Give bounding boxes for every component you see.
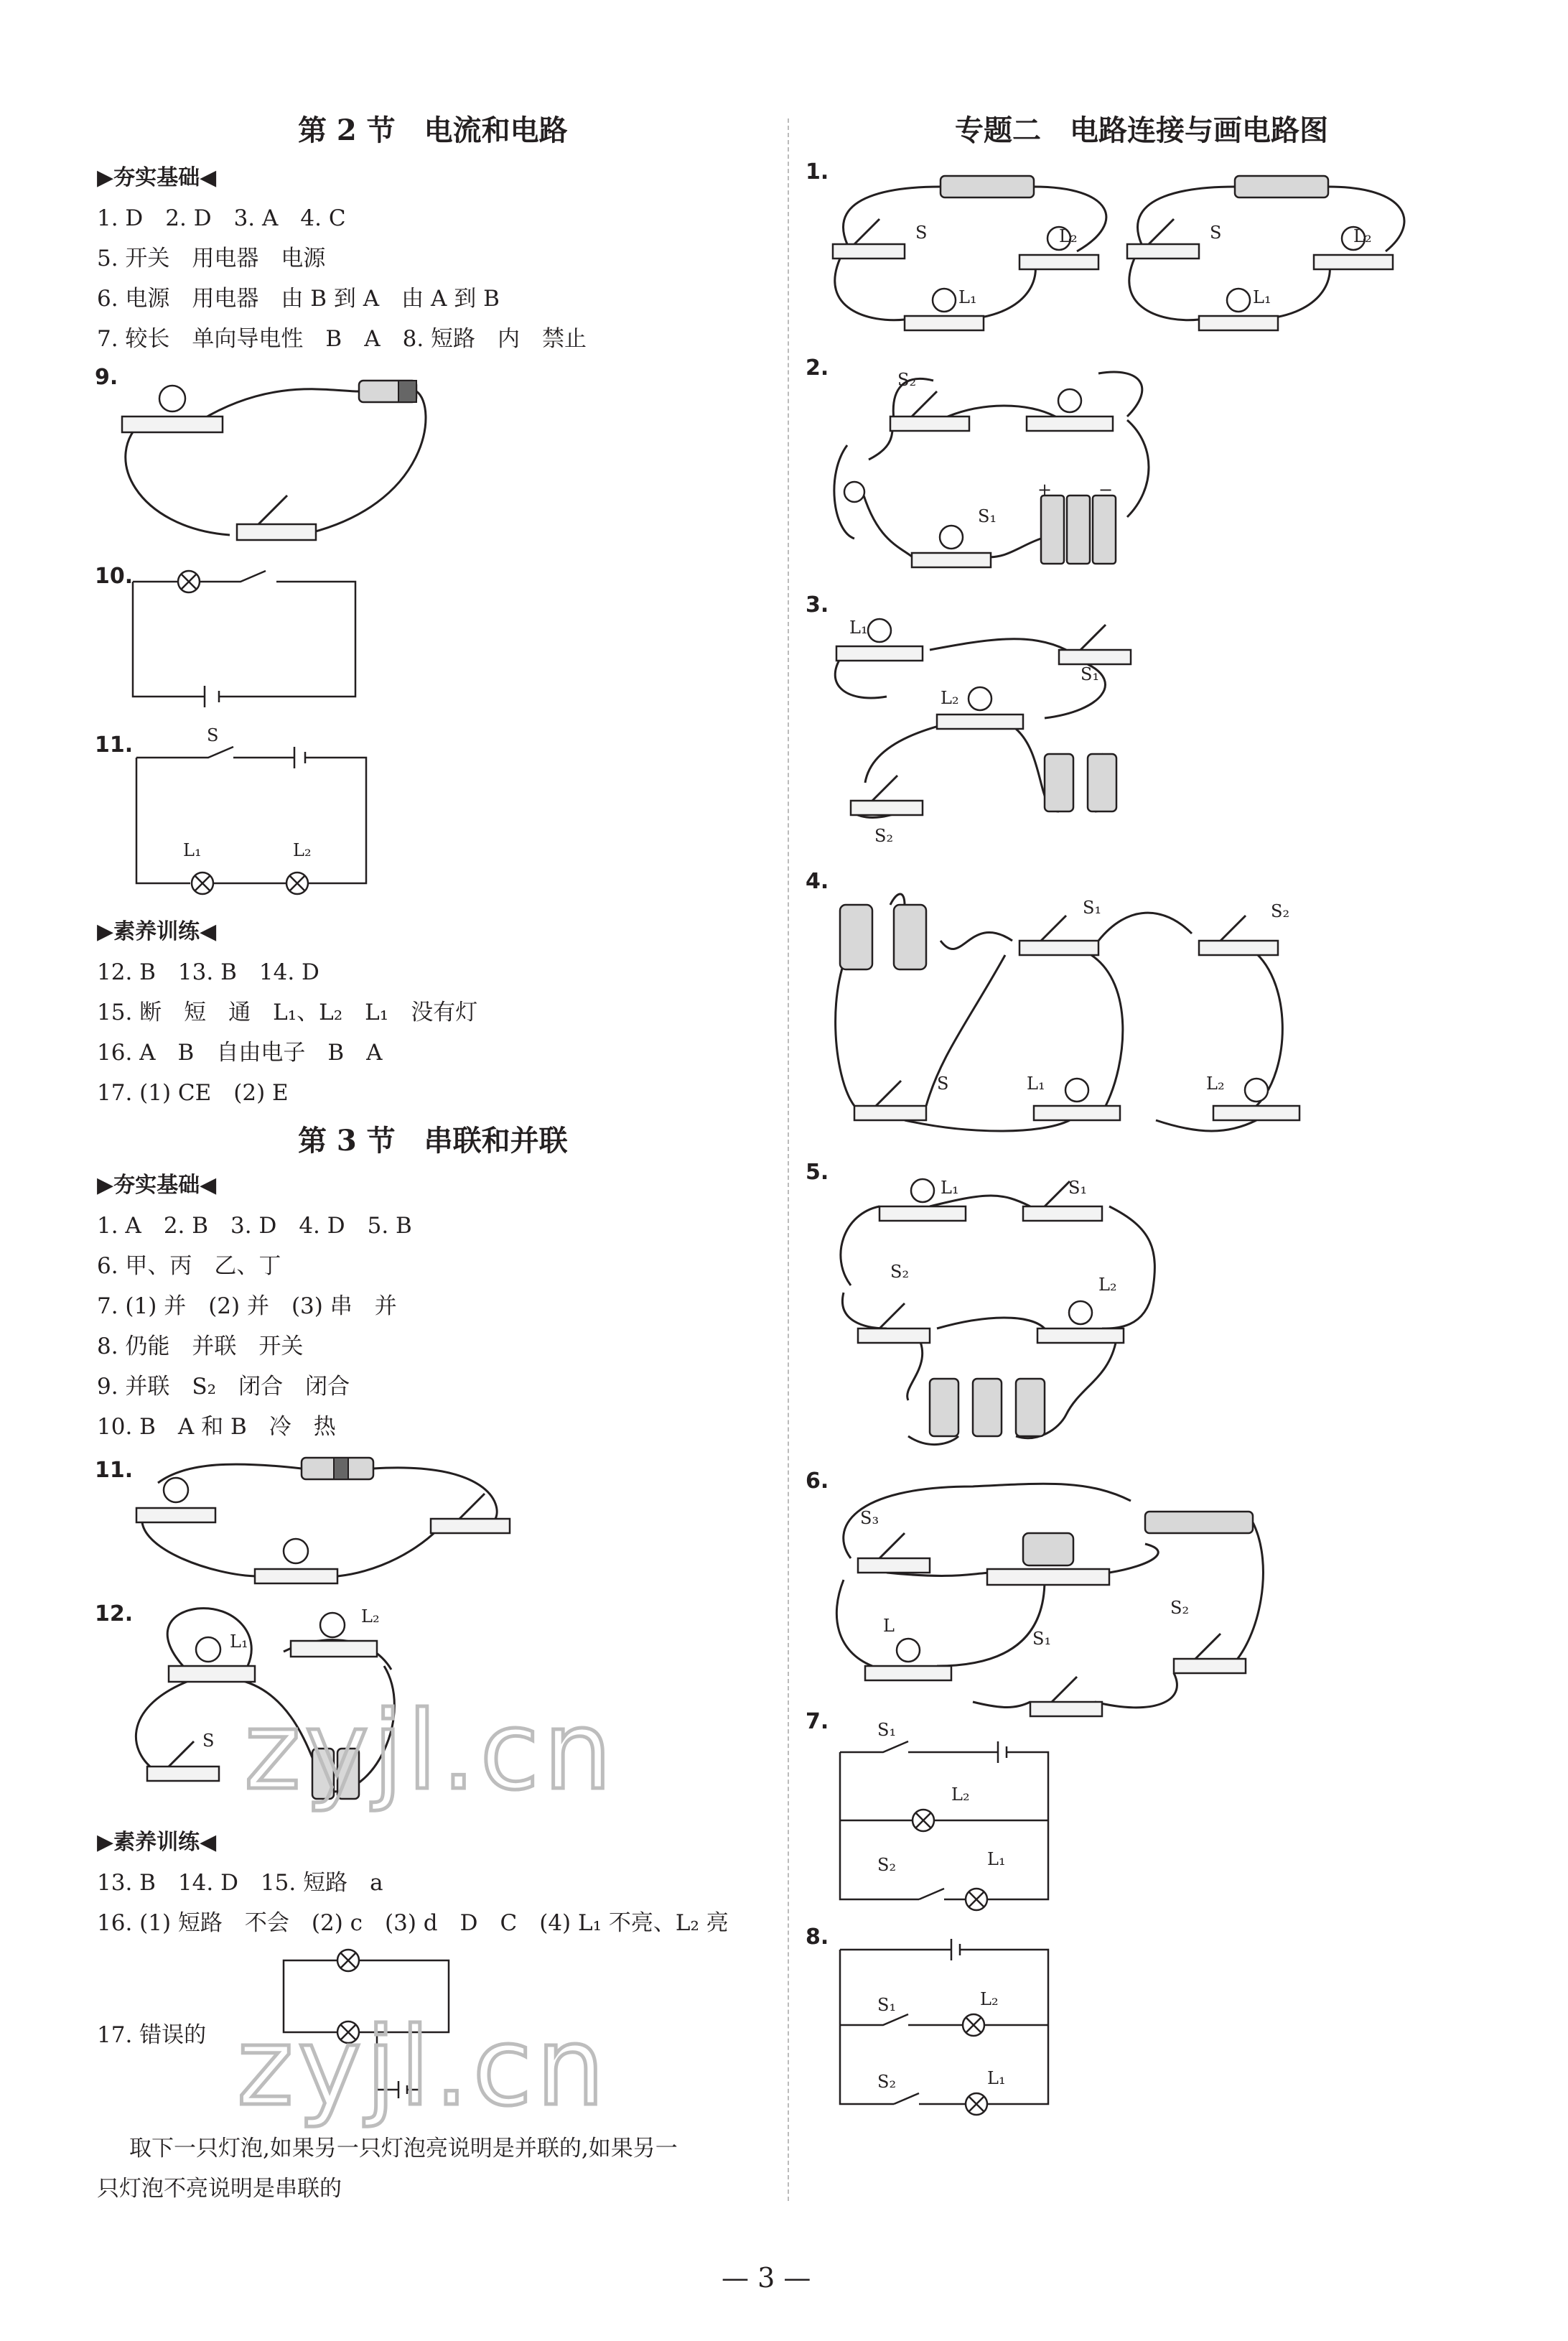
right-q4-number: 4. [806, 869, 829, 894]
right-q2-label-s1: S₁ [978, 506, 997, 526]
s3-answer-line-6: 6. 甲、丙 乙、丁 [97, 1253, 281, 1279]
right-q1b-label-l1: L₁ [1253, 287, 1271, 307]
q11-label-l2: L₂ [293, 840, 312, 860]
right-q4-label-s2: S₂ [1271, 901, 1290, 921]
right-q4-label-s: S [937, 1074, 949, 1094]
right-q1-number: 1. [806, 159, 829, 185]
right-q3-label-l2: L₂ [941, 688, 959, 708]
s3-conclusion-line-2: 只灯泡不亮说明是串联的 [97, 2176, 342, 2202]
right-q2-label-s2: S₂ [897, 370, 917, 390]
right-q1a-label-s: S [915, 223, 928, 243]
answer-line-16: 16. A B 自由电子 B A [97, 1040, 383, 1066]
right-q8-label-s1: S₁ [877, 1995, 897, 2015]
page-number: — 3 — [722, 2262, 811, 2294]
question-11-number: 11. [95, 732, 134, 758]
right-q3-number: 3. [806, 592, 829, 618]
answer-line-1-4: 1. D 2. D 3. A 4. C [97, 205, 346, 231]
right-q6-label-s2: S₂ [1170, 1598, 1190, 1618]
s3-answer-line-1-5: 1. A 2. B 3. D 4. D 5. B [97, 1213, 412, 1239]
right-q4-label-l1: L₁ [1027, 1074, 1045, 1094]
q11-label-s: S [207, 725, 219, 745]
right-q5-label-s1: S₁ [1068, 1178, 1088, 1198]
right-q1b-label-s: S [1210, 223, 1222, 243]
s3-answer-line-8: 8. 仍能 并联 开关 [97, 1334, 304, 1359]
section-2-basic-header: ▶夯实基础◀ [97, 165, 217, 190]
s3-question-12-number: 12. [95, 1601, 134, 1626]
right-q3-label-l1: L₁ [849, 618, 868, 638]
right-q8-label-l2: L₂ [980, 1989, 999, 2009]
right-q8-label-l1: L₁ [987, 2068, 1006, 2088]
answer-line-7-8: 7. 较长 单向导电性 B A 8. 短路 内 禁止 [97, 326, 587, 352]
right-q7-label-s1: S₁ [877, 1720, 897, 1740]
s3-q12-label-l1: L₁ [230, 1632, 248, 1652]
s3-answer-line-7: 7. (1) 并 (2) 并 (3) 串 并 [97, 1293, 397, 1319]
section-3-title: 第 3 节 串联和并联 [298, 1124, 568, 1158]
section-2-title: 第 2 节 电流和电路 [298, 113, 568, 147]
section-3-training-header: ▶素养训练◀ [97, 1830, 217, 1855]
right-q5-label-l2: L₂ [1098, 1275, 1117, 1295]
s3-answer-line-10: 10. B A 和 B 冷 热 [97, 1414, 336, 1440]
s3-q12-label-l2: L₂ [361, 1606, 380, 1626]
answer-line-12-14: 12. B 13. B 14. D [97, 959, 319, 985]
question-9-number: 9. [95, 365, 118, 390]
right-q4-label-l2: L₂ [1206, 1074, 1225, 1094]
right-q6-label-s3: S₃ [860, 1508, 879, 1528]
right-q6-label-l: L [883, 1616, 895, 1636]
right-q7-number: 7. [806, 1709, 829, 1734]
right-q4-label-s1: S₁ [1083, 898, 1102, 918]
q11-label-l1: L₁ [183, 840, 202, 860]
s3-q12-label-s: S [202, 1731, 215, 1751]
s3-answer-line-13-15: 13. B 14. D 15. 短路 a [97, 1870, 383, 1896]
s3-conclusion-line-1: 取下一只灯泡,如果另一只灯泡亮说明是并联的,如果另一 [129, 2136, 678, 2161]
right-q6-label-s1: S₁ [1032, 1629, 1052, 1649]
s3-answer-line-16: 16. (1) 短路 不会 (2) c (3) d D C (4) L₁ 不亮、L₂ 亮 [97, 1910, 729, 1936]
right-q5-label-s2: S₂ [890, 1262, 910, 1282]
right-q2-label-minus: − [1098, 480, 1114, 500]
right-q8-label-s2: S₂ [877, 2072, 897, 2092]
topic-2-title: 专题二 电路连接与画电路图 [955, 113, 1328, 147]
right-q2-label-plus: + [1037, 480, 1053, 500]
watermark-text-1: zyjl.cn [244, 1689, 617, 1814]
section-3-basic-header: ▶夯实基础◀ [97, 1173, 217, 1198]
right-q7-label-l2: L₂ [951, 1784, 970, 1805]
right-q5-number: 5. [806, 1160, 829, 1185]
right-q2-number: 2. [806, 355, 829, 381]
answer-line-15: 15. 断 短 通 L₁、L₂ L₁ 没有灯 [97, 1000, 478, 1025]
right-q6-number: 6. [806, 1469, 829, 1494]
section-2-training-header: ▶素养训练◀ [97, 919, 217, 944]
right-q8-number: 8. [806, 1925, 829, 1950]
question-10-number: 10. [95, 564, 134, 589]
s3-answer-line-17: 17. 错误的 [97, 2022, 207, 2048]
right-q7-label-s2: S₂ [877, 1855, 897, 1875]
answer-line-5: 5. 开关 用电器 电源 [97, 246, 326, 271]
right-q7-label-l1: L₁ [987, 1849, 1006, 1869]
right-q3-label-s1: S₁ [1081, 664, 1100, 684]
right-q5-label-l1: L₁ [941, 1178, 959, 1198]
right-q3-label-s2: S₂ [874, 826, 894, 846]
right-q1a-label-l1: L₁ [958, 287, 977, 307]
watermark-text-2: zyjl.cn [237, 2005, 610, 2130]
s3-question-11-number: 11. [95, 1458, 134, 1483]
answer-line-6: 6. 电源 用电器 由 B 到 A 由 A 到 B [97, 286, 500, 312]
right-q1b-label-l2: L₂ [1353, 226, 1372, 246]
s3-answer-line-9: 9. 并联 S₂ 闭合 闭合 [97, 1374, 350, 1400]
answer-line-17: 17. (1) CE (2) E [97, 1080, 289, 1106]
right-q1a-label-l2: L₂ [1059, 226, 1078, 246]
